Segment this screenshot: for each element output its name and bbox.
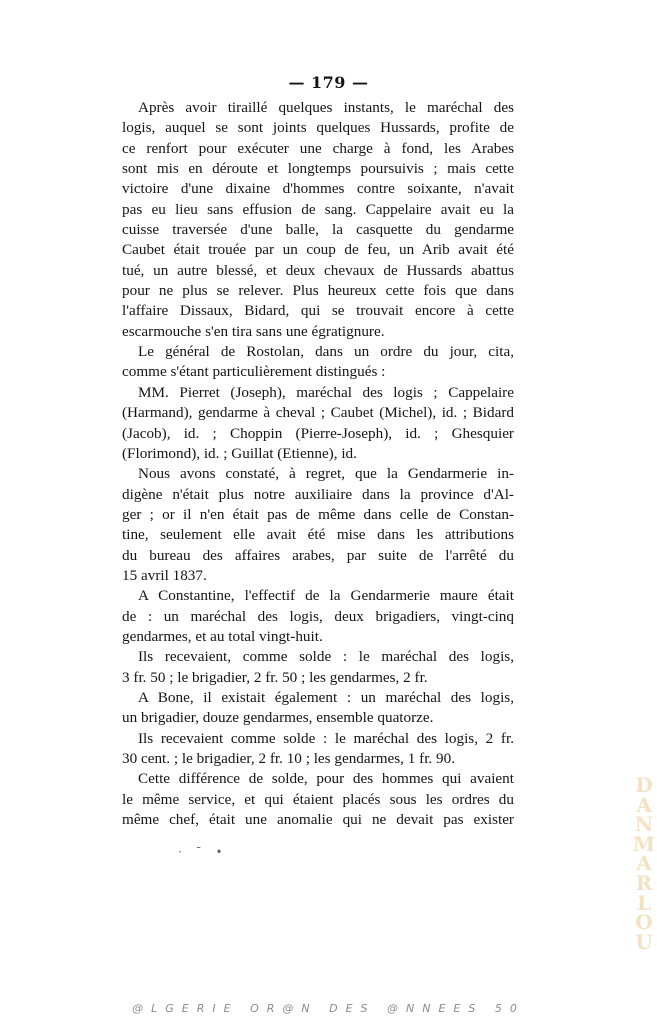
text-line: 3 fr. 50 ; le brigadier, 2 fr. 50 ; les gendarmes, 2 fr. bbox=[122, 668, 428, 686]
text-line: A Constantine, l'effectif de la Gendarmerie maure était bbox=[138, 587, 514, 605]
text-line: gendarmes, et au total vingt-huit. bbox=[122, 627, 323, 645]
text-line: (Harmand), gendarme à cheval ; Caubet (Michel), id. ; Bidard bbox=[122, 404, 514, 422]
body-text bbox=[122, 98, 514, 830]
text-line: ger ; or il n'en était pas de même dans celle de Constan- bbox=[122, 505, 514, 523]
text-line: du bureau des affaires arabes, par suite de l'arrêté du bbox=[122, 546, 514, 564]
text-line: pas eu lieu sans effusion de sang. Cappelaire avait eu la bbox=[122, 200, 514, 218]
text-line: l'affaire Dissaux, Bidard, qui se trouvait encore à cette bbox=[122, 302, 514, 320]
text-line: le même service, et qui étaient placés sous les ordres du bbox=[122, 790, 514, 808]
side-watermark: D A N M A R L O U bbox=[632, 773, 656, 954]
text-line: un brigadier, douze gendarmes, ensemble quatorze. bbox=[122, 709, 434, 727]
text-line: (Florimond), id. ; Guillat (Etienne), id. bbox=[122, 444, 357, 462]
text-line: 30 cent. ; le brigadier, 2 fr. 10 ; les gendarmes, 1 fr. 90. bbox=[122, 750, 456, 767]
text-line: A Bone, il existait également : un maréchal des logis, bbox=[138, 688, 514, 706]
text-line: même chef, était une anomalie qui ne devait pas exister bbox=[122, 811, 514, 829]
text-line: ce renfort pour exécuter une charge à fond, les Arabes bbox=[122, 139, 514, 157]
text-line: logis, auquel se sont joints quelques Hussards, profite de bbox=[122, 119, 514, 137]
text-line: de : un maréchal des logis, deux brigadiers, vingt-cinq bbox=[122, 607, 514, 625]
text-line: comme s'étant particulièrement distingués : bbox=[122, 363, 386, 381]
text-line: sont mis en déroute et longtemps poursuivis ; mais cette bbox=[122, 160, 514, 178]
text-line: Cette différence de solde, pour des hommes qui avaient bbox=[138, 770, 514, 788]
text-line: 15 avril 1837. bbox=[122, 566, 207, 584]
text-line: (Jacob), id. ; Choppin (Pierre-Joseph), id. ; Ghesquier bbox=[122, 424, 514, 442]
text-line: tué, un autre blessé, et deux chevaux de Hussards abattus bbox=[122, 261, 514, 279]
page-number: — 179 — bbox=[288, 73, 369, 92]
text-line: escarmouche s'en tira sans une égratignure. bbox=[122, 322, 385, 340]
text-line: Après avoir tiraillé quelques instants, le maréchal des bbox=[138, 99, 514, 116]
text-line: Caubet était trouée par un coup de feu, un Arib avait été bbox=[122, 241, 514, 259]
text-line: cuisse traversée d'une balle, la casquette du gendarme bbox=[122, 221, 514, 239]
footer-caption: @LGERIE OR@N DES @NNEES 50 bbox=[132, 1002, 525, 1015]
text-line: victoire d'une dixaine d'hommes contre soixante, n'avait bbox=[122, 180, 514, 198]
text-line: Le général de Rostolan, dans un ordre du jour, cita, bbox=[138, 343, 514, 361]
text-line: tine, seulement elle avait été mise dans les attributions bbox=[122, 526, 514, 544]
text-line: Nous avons constaté, à regret, que la Gendarmerie in- bbox=[138, 465, 514, 483]
text-line: Ils recevaient, comme solde : le maréchal des logis, bbox=[138, 648, 514, 666]
text-line: Ils recevaient comme solde : le maréchal des logis, 2 fr. bbox=[138, 729, 514, 747]
print-specks: · ˉ • bbox=[178, 845, 228, 859]
text-line: digène n'était plus notre auxiliaire dans la province d'Al- bbox=[122, 485, 514, 503]
text-line: MM. Pierret (Joseph), maréchal des logis ; Cappelaire bbox=[138, 383, 514, 401]
text-line: pour ne plus se relever. Plus heureux cette fois que dans bbox=[122, 282, 514, 300]
